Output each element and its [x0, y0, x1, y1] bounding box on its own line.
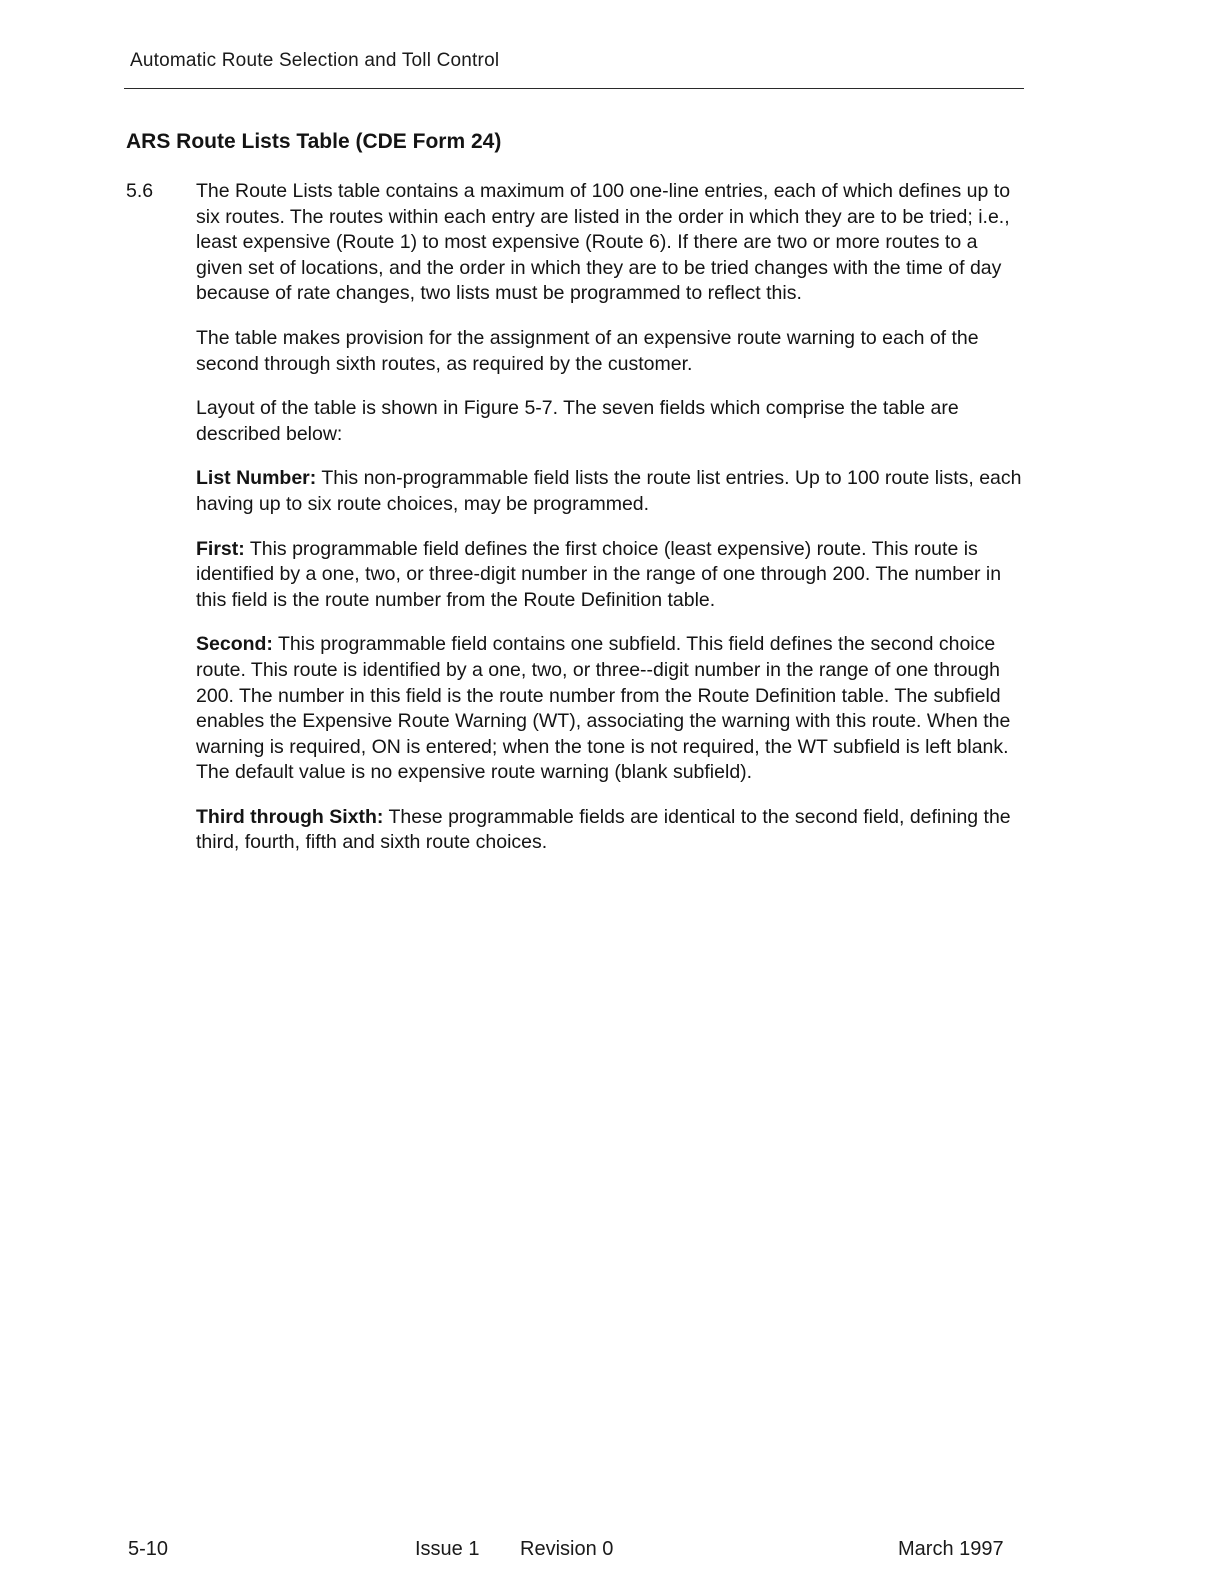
- header-rule: [124, 88, 1024, 89]
- section-title: ARS Route Lists Table (CDE Form 24): [126, 130, 502, 153]
- field-name: List Number:: [196, 467, 317, 490]
- field-name: Third through Sixth:: [196, 805, 384, 828]
- field-text: This programmable field contains one subfield. This field defines the second choice route. This route is identified by a one, two, or three--digit number in the range of one through 200. The number in this field is the route number from the Route Definition table. The subfield enables the Expensive Route Warning (WT), associating the warning with this route. When the warning is required, ON is entered; when the tone is not required, the WT subfield is left blank. The default value is no expensive route warning (blank subfield).: [196, 633, 1011, 784]
- field-text: This non-programmable field lists the route list entries. Up to 100 route lists, each having up to six route choices, may be programmed.: [196, 467, 1022, 515]
- paragraph-number: 5.6: [126, 180, 154, 202]
- field-text: These programmable fields are identical to the second field, defining the third, fourth, fifth and sixth route choices.: [196, 805, 1011, 854]
- field-description-first: [196, 537, 1026, 614]
- field-name: First:: [196, 537, 245, 560]
- footer-issue: Issue 1: [415, 1538, 480, 1560]
- footer-date: March 1997: [898, 1538, 1004, 1560]
- warning-paragraph: The table makes provision for the assignment of an expensive route warning to each of the second through sixth routes, as required by the customer.: [196, 326, 979, 375]
- field-name: Second:: [196, 633, 273, 656]
- intro-paragraph: The Route Lists table contains a maximum of 100 one-line entries, each of which defines up to six routes. The routes within each entry are listed in the order in which they are to be tried; i.e., least expensive (Route 1) to most expensive (Route 6). If there are two or more routes to a given set of locations, and the order in which they are to be tried changes with the time of day because of rate changes, two lists must be programmed to reflect this.: [196, 180, 1011, 305]
- section-body: [196, 179, 1026, 875]
- footer-page-number: 5-10: [128, 1538, 169, 1560]
- field-description-third-through-sixth: [196, 805, 1026, 856]
- field-text: This programmable field defines the first choice (least expensive) route. This route is identified by a one, two, or three-digit number in the range of one through 200. The number in this field is the route number from the Route Definition table.: [196, 537, 1002, 611]
- footer-revision: Revision 0: [520, 1538, 614, 1560]
- running-head: Automatic Route Selection and Toll Control: [130, 50, 500, 71]
- layout-paragraph: Layout of the table is shown in Figure 5-7. The seven fields which comprise the table are described below:: [196, 397, 959, 445]
- field-description-list-number: [196, 466, 1026, 517]
- field-description-second: [196, 632, 1026, 786]
